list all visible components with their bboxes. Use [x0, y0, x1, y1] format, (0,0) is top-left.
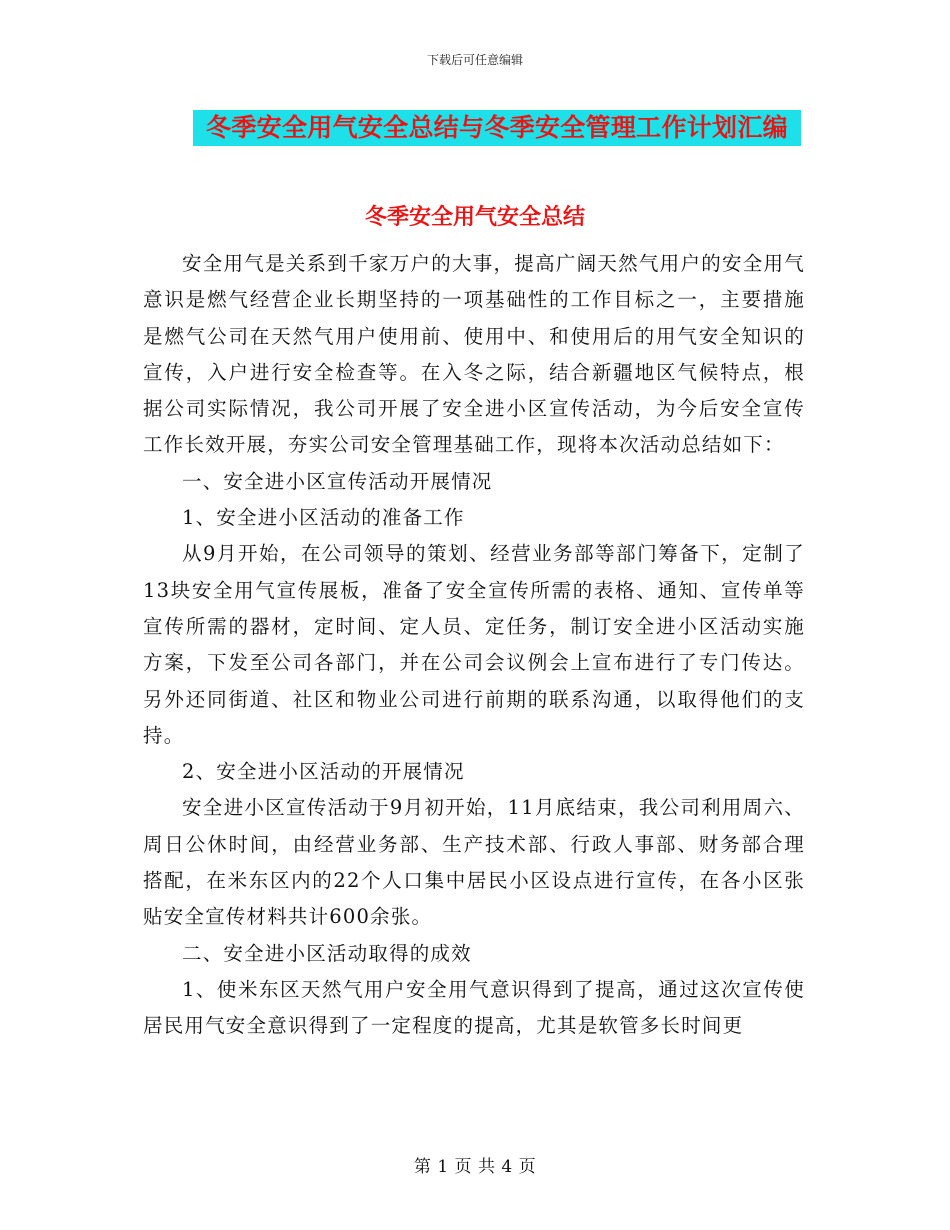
document-main-title: 冬季安全用气安全总结与冬季安全管理工作计划汇编: [193, 110, 801, 146]
paragraph-activity: 安全进小区宣传活动于9月初开始，11月底结束，我公司利用周六、周日公休时间，由经营业务部、生产技术部、行政人事部、财务部合理搭配，在米东区内的22个人口集中居民小区设点进行宣传，在各小区张贴安全宣传材料共计600余张。: [143, 796, 805, 929]
paragraph-intro: 安全用气是关系到千家万户的大事，提高广阔天然气用户的安全用气意识是燃气经营企业长期坚持的一项基础性的工作目标之一，主要措施是燃气公司在天然气用户使用前、使用中、和使用后的用气安全知识的宣传，入户进行安全检查等。在入冬之际，结合新疆地区气候特点，根据公司实际情况，我公司开展了安全进小区宣传活动，为今后安全宣传工作长效开展，夯实公司安全管理基础工作，现将本次活动总结如下：: [143, 252, 805, 457]
heading-subsection-1-1: 1、安全进小区活动的准备工作: [182, 506, 465, 530]
document-body: [143, 246, 805, 1045]
page-footer-indicator: 第 1 页 共 4 页: [413, 1157, 537, 1177]
paragraph-results: 1、使米东区天然气用户安全用气意识得到了提高，通过这次宣传使居民用气安全意识得到了一定程度的提高，尤其是软管多长时间更: [143, 977, 805, 1038]
heading-subsection-1-2: 2、安全进小区活动的开展情况: [182, 760, 465, 784]
page-header-note: 下载后可任意编辑: [426, 53, 523, 67]
section-title: 冬季安全用气安全总结: [364, 204, 585, 230]
heading-section-1: 一、安全进小区宣传活动开展情况: [182, 469, 493, 493]
paragraph-preparation: 从9月开始，在公司领导的策划、经营业务部等部门筹备下，定制了13块安全用气宣传展板，准备了安全宣传所需的表格、通知、宣传单等宣传所需的器材，定时间、定人员、定任务，制订安全进小区活动实施方案，下发至公司各部门，并在公司会议例会上宣布进行了专门传达。另外还同街道、社区和物业公司进行前期的联系沟通，以取得他们的支持。: [143, 542, 805, 747]
heading-section-2: 二、安全进小区活动取得的成效: [182, 941, 472, 965]
